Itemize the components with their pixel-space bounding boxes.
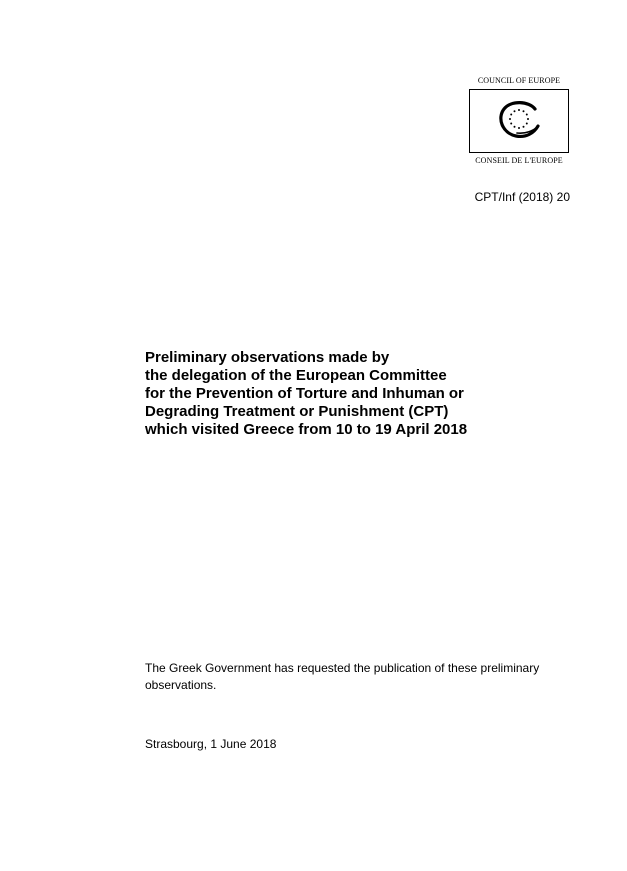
document-reference: CPT/Inf (2018) 20 — [474, 190, 570, 204]
emblem-star — [523, 126, 525, 128]
title-line: for the Prevention of Torture and Inhuman or — [145, 385, 464, 402]
publication-notice: The Greek Government has requested the publication of these preliminary observations. — [145, 661, 540, 692]
document-title — [145, 349, 565, 439]
emblem-star — [514, 126, 516, 128]
title-line: Preliminary observations made by — [145, 349, 390, 366]
emblem-star — [510, 123, 512, 125]
emblem-star — [510, 114, 512, 116]
title-line: which visited Greece from 10 to 19 April 2018 — [145, 421, 468, 438]
emblem-star — [527, 118, 529, 120]
logo-frame — [469, 89, 569, 153]
emblem-star — [526, 114, 528, 116]
emblem-star — [523, 110, 525, 112]
emblem-star — [518, 127, 520, 129]
organisation-name-en: COUNCIL OF EUROPE — [477, 76, 561, 85]
emblem-star — [518, 109, 520, 111]
title-line: Degrading Treatment or Punishment (CPT) — [145, 403, 449, 420]
emblem-star — [526, 123, 528, 125]
emblem-star — [514, 110, 516, 112]
council-of-europe-logo — [466, 76, 572, 166]
place-and-date: Strasbourg, 1 June 2018 — [145, 737, 277, 751]
emblem-star — [509, 118, 511, 120]
organisation-name-fr: CONSEIL DE L'EUROPE — [475, 156, 563, 165]
title-line: the delegation of the European Committee — [145, 367, 447, 384]
council-of-europe-emblem-icon — [489, 95, 549, 147]
